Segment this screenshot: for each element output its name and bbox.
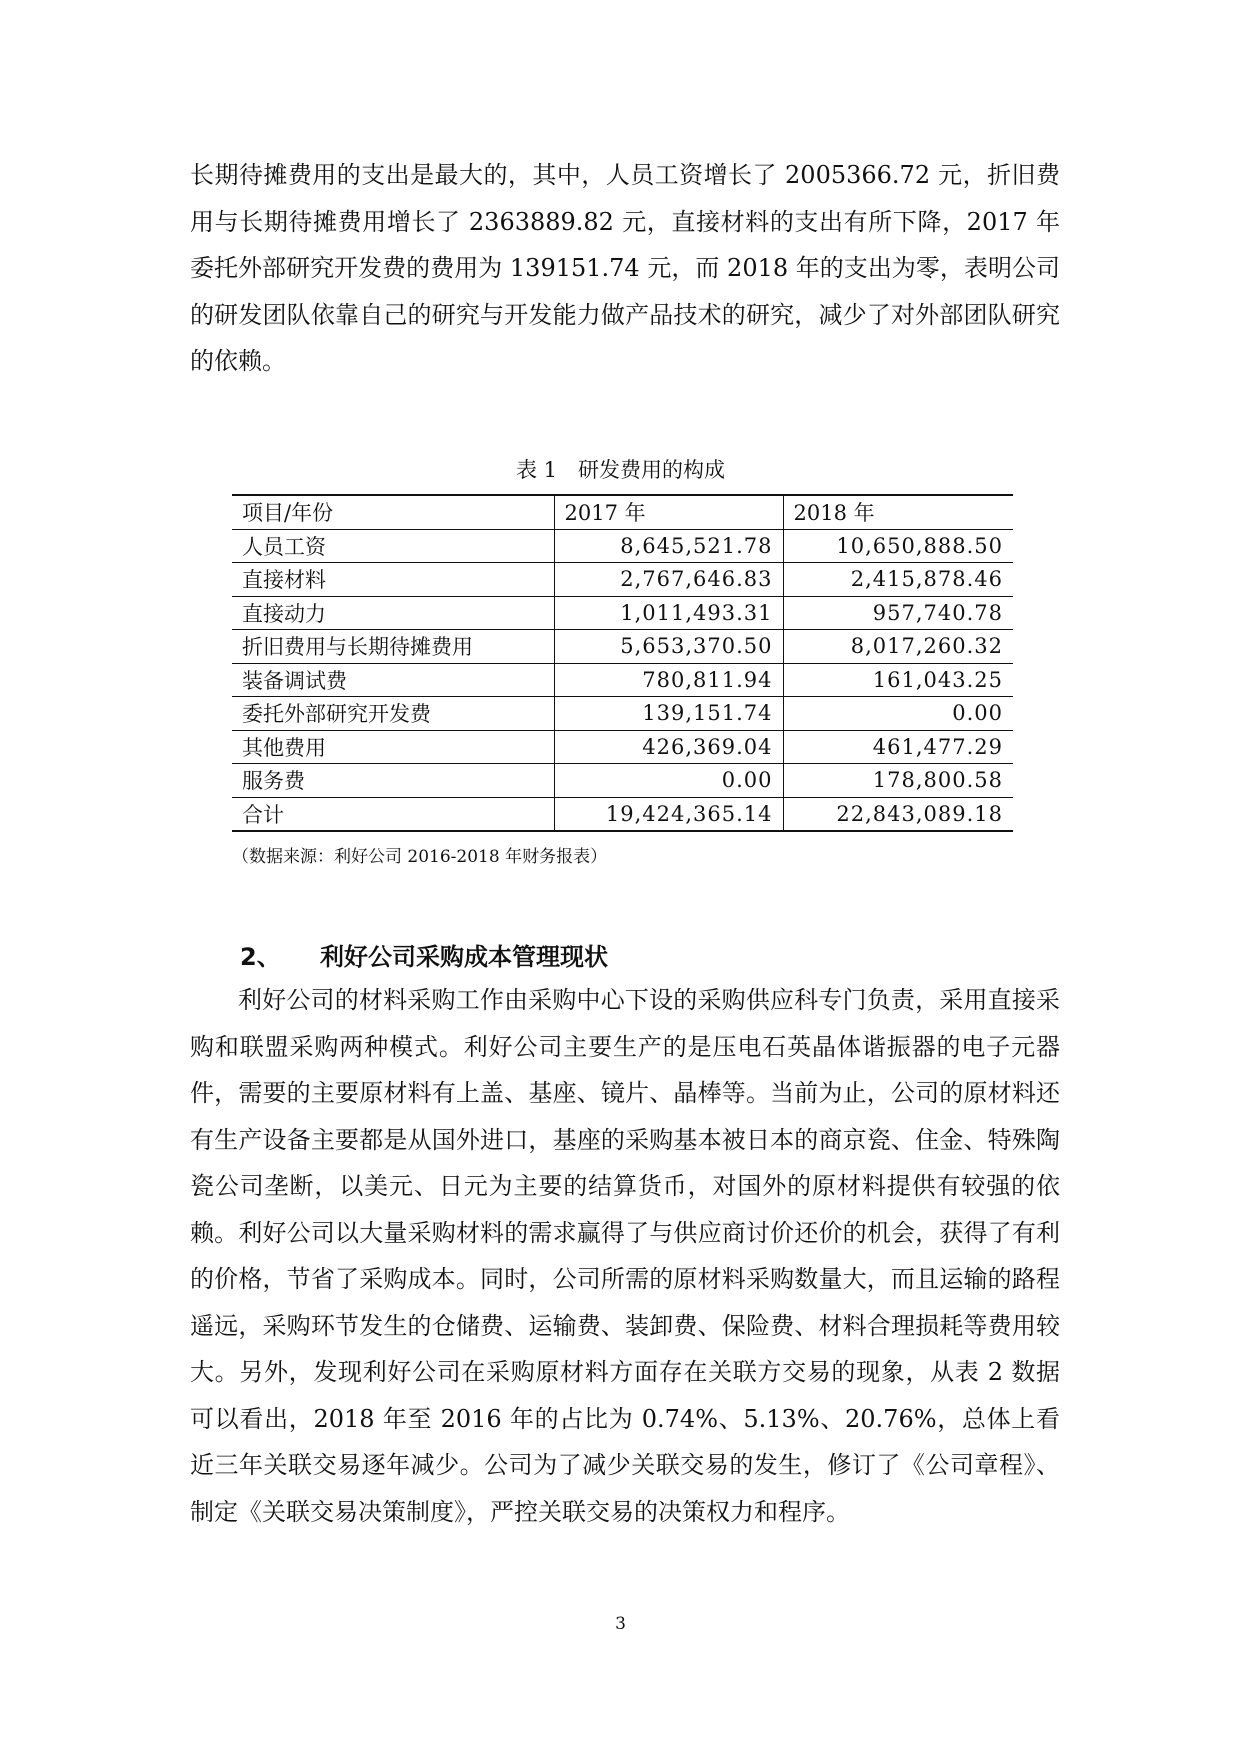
value-2018: 957,740.78 [783, 596, 1013, 630]
value-2017: 2,767,646.83 [554, 563, 783, 597]
rd-expense-table [232, 494, 1013, 832]
value-2017: 8,645,521.78 [554, 529, 783, 563]
page-number: 3 [615, 1614, 626, 1634]
header-item: 项目/年份 [232, 495, 554, 529]
table-source-note: （数据来源：利好公司 2016-2018 年财务报表） [232, 847, 608, 867]
value-2018: 461,477.29 [783, 730, 1013, 764]
table-row [232, 764, 1013, 798]
section-heading [240, 937, 608, 977]
value-2018: 2,415,878.46 [783, 563, 1013, 597]
table-header-row [232, 495, 1013, 529]
value-2017: 139,151.74 [554, 697, 783, 731]
value-2017: 426,369.04 [554, 730, 783, 764]
value-2017: 19,424,365.14 [554, 797, 783, 831]
row-label: 其他费用 [232, 730, 554, 764]
section-number: 2、 [240, 943, 281, 971]
header-2017: 2017 年 [554, 495, 783, 529]
section-title: 利好公司采购成本管理现状 [320, 943, 608, 971]
header-2018: 2018 年 [783, 495, 1013, 529]
value-2018: 10,650,888.50 [783, 529, 1013, 563]
row-label: 直接动力 [232, 596, 554, 630]
table-row [232, 697, 1013, 731]
value-2018: 22,843,089.18 [783, 797, 1013, 831]
value-2018: 8,017,260.32 [783, 630, 1013, 664]
value-2018: 161,043.25 [783, 663, 1013, 697]
row-label: 折旧费用与长期待摊费用 [232, 630, 554, 664]
table-row [232, 730, 1013, 764]
value-2017: 0.00 [554, 764, 783, 798]
table-row [232, 563, 1013, 597]
value-2017: 5,653,370.50 [554, 630, 783, 664]
body-paragraph-2: 利好公司的材料采购工作由采购中心下设的采购供应科专门负责，采用直接采购和联盟采购两种模式。利好公司主要生产的是压电石英晶体谐振器的电子元器件，需要的主要原材料有上盖、基座、镜片、晶棒等。当前为止，公司的原材料还有生产设备主要都是从国外进口，基座的采购基本被日本的商京瓷、住金、特殊陶瓷公司垄断，以美元、日元为主要的结算货币，对国外的原材料提供有较强的依赖。利好公司以大量采购材料的需求赢得了与供应商讨价还价的机会，获得了有利的价格，节省了采购成本。同时，公司所需的原材料采购数量大，而且运输的路程遥远，采购环节发生的仓储费、运输费、装卸费、保险费、材料合理损耗等费用较大。另外，发现利好公司在采购原材料方面存在关联方交易的现象，从表 2 数据可以看出，2018 年至 2016 年的占比为 0.74%、5.13%、20.76%，总体上看近三年关联交易逐年减少。公司为了减少关联交易的发生，修订了《公司章程》、制定《关联交易决策制度》，严控关联交易的决策权力和程序。 [190, 986, 1060, 1526]
row-label: 人员工资 [232, 529, 554, 563]
value-2017: 780,811.94 [554, 663, 783, 697]
table-row [232, 630, 1013, 664]
table-row [232, 529, 1013, 563]
value-2017: 1,011,493.31 [554, 596, 783, 630]
row-label: 装备调试费 [232, 663, 554, 697]
row-label: 委托外部研究开发费 [232, 697, 554, 731]
value-2018: 178,800.58 [783, 764, 1013, 798]
table-total-row [232, 797, 1013, 831]
table-row [232, 596, 1013, 630]
value-2018: 0.00 [783, 697, 1013, 731]
row-label: 直接材料 [232, 563, 554, 597]
row-label: 合计 [232, 797, 554, 831]
row-label: 服务费 [232, 764, 554, 798]
table-caption: 表 1 研发费用的构成 [515, 458, 726, 482]
body-paragraph-1: 长期待摊费用的支出是最大的，其中，人员工资增长了 2005366.72 元，折旧费用与长期待摊费用增长了 2363889.82 元，直接材料的支出有所下降，2017 年委托外部研究开发费的费用为 139151.74 元，而 2018 年的支出为零，表明公司的研发团队依靠自己的研究与开发能力做产品技术的研究，减少了对外部团队研究的依赖。 [190, 161, 1060, 375]
table-row [232, 663, 1013, 697]
